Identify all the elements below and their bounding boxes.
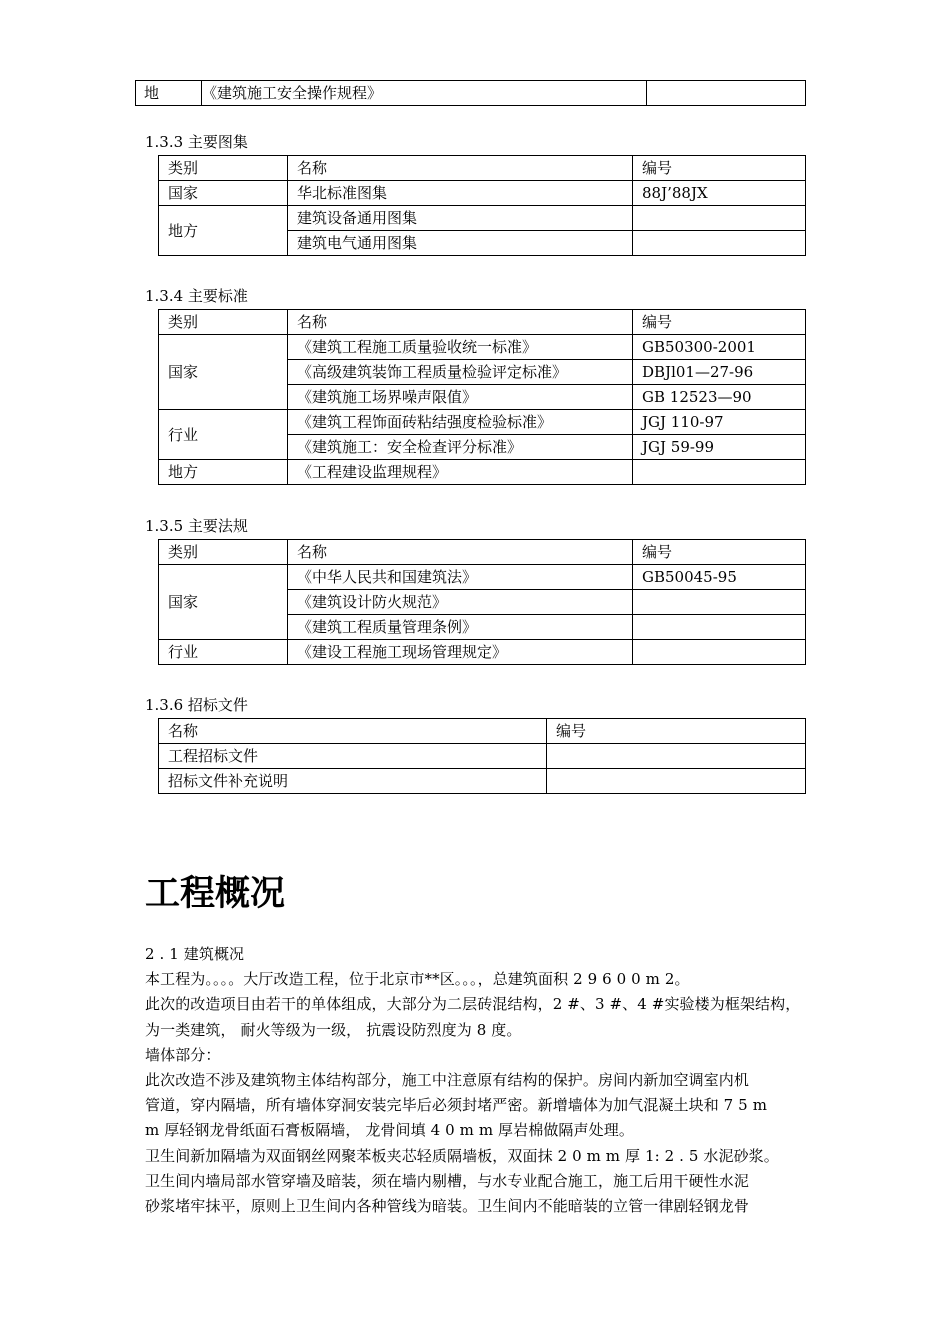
category-cell: 行业 <box>159 640 288 665</box>
code-cell: 88J’88JX <box>633 181 806 206</box>
header-category: 类别 <box>159 156 288 181</box>
name-cell: 《建筑设计防火规范》 <box>288 590 633 615</box>
section-heading-1-3-3: 1.3.3 主要图集 <box>145 133 248 151</box>
paragraph-line: 卫生间内墙局部水管穿墙及暗装，须在墙内剔槽，与水专业配合施工，施工后用干硬性水泥 <box>145 1171 750 1190</box>
table-row <box>159 769 806 794</box>
paragraph-line: 卫生间新加隔墙为双面钢丝网聚苯板夹芯轻质隔墙板，双面抹 2 0 m m 厚 1: 2 . 5 水泥砂浆。 <box>145 1146 779 1165</box>
header-name: 名称 <box>288 156 633 181</box>
code-cell: JGJ 59-99 <box>633 435 806 460</box>
atlas-table <box>158 155 806 256</box>
header-name: 名称 <box>288 310 633 335</box>
name-cell: 建筑电气通用图集 <box>288 231 633 256</box>
code-cell: DBJl01—27-96 <box>633 360 806 385</box>
code-cell <box>633 231 806 256</box>
code-cell: GB50045-95 <box>633 565 806 590</box>
name-cell: 建筑设备通用图集 <box>288 206 633 231</box>
code-cell <box>633 615 806 640</box>
code-cell: GB50300-2001 <box>633 335 806 360</box>
paragraph-line: m 厚轻钢龙骨纸面石膏板隔墙， 龙骨间填 4 0 m m 厚岩棉做隔声处理。 <box>145 1121 634 1140</box>
section-heading-1-3-4: 1.3.4 主要标准 <box>145 287 248 305</box>
name-cell: 工程招标文件 <box>159 744 547 769</box>
regulations-table <box>158 539 806 665</box>
name-cell: 《建筑施工安全操作规程》 <box>202 81 647 106</box>
name-cell: 《中华人民共和国建筑法》 <box>288 565 633 590</box>
category-cell: 地 <box>136 81 202 106</box>
table-header-row <box>159 719 806 744</box>
code-cell: JGJ 110-97 <box>633 410 806 435</box>
paragraph-line: 为一类建筑， 耐火等级为一级， 抗震设防烈度为 8 度。 <box>145 1020 522 1039</box>
category-cell: 国家 <box>159 565 288 640</box>
code-cell <box>647 81 806 106</box>
category-cell: 国家 <box>159 181 288 206</box>
name-cell: 招标文件补充说明 <box>159 769 547 794</box>
paragraph-line: 此次改造不涉及建筑物主体结构部分，施工中注意原有结构的保护。房间内新加空调室内机 <box>145 1071 750 1090</box>
name-cell: 《建筑施工：安全检查评分标准》 <box>288 435 633 460</box>
paragraph-line: 此次的改造项目由若干的单体组成，大部分为二层砖混结构，2 #、3 #、4 #实验楼为框架结构， <box>145 995 801 1014</box>
name-cell: 《建筑施工场界噪声限值》 <box>288 385 633 410</box>
code-cell <box>633 590 806 615</box>
section-heading-1-3-5: 1.3.5 主要法规 <box>145 517 248 535</box>
header-code: 编号 <box>633 540 806 565</box>
top-table <box>135 80 806 106</box>
code-cell: GB 12523—90 <box>633 385 806 410</box>
table-row <box>159 335 806 360</box>
code-cell <box>633 460 806 485</box>
table-row <box>159 640 806 665</box>
category-cell: 行业 <box>159 410 288 460</box>
category-cell: 地方 <box>159 206 288 256</box>
name-cell: 《建设工程施工现场管理规定》 <box>288 640 633 665</box>
subheading-wall: 墙体部分： <box>145 1045 221 1064</box>
standards-table <box>158 309 806 485</box>
table-row <box>136 81 806 106</box>
paragraph-line: 砂浆堵牢抹平，原则上卫生间内各种管线为暗装。卫生间内不能暗装的立管一律剧轻钢龙骨 <box>145 1197 750 1216</box>
header-code: 编号 <box>633 156 806 181</box>
table-row <box>159 565 806 590</box>
section-heading-1-3-6: 1.3.6 招标文件 <box>145 696 248 714</box>
chapter-title: 工程概况 <box>145 873 286 914</box>
header-name: 名称 <box>288 540 633 565</box>
code-cell <box>633 640 806 665</box>
header-code: 编号 <box>547 719 806 744</box>
tender-docs-table <box>158 718 806 794</box>
paragraph-line: 本工程为。。。。大厅改造工程，位于北京市**区。。。，总建筑面积 2 9 6 0 0 m 2。 <box>145 970 690 989</box>
paragraph-line: 管道，穿内隔墙，所有墙体穿洞安装完毕后必须封堵严密。新增墙体为加气混凝土块和 7 5 m <box>145 1096 768 1115</box>
table-header-row <box>159 540 806 565</box>
name-cell: 《工程建设监理规程》 <box>288 460 633 485</box>
header-category: 类别 <box>159 310 288 335</box>
category-cell: 地方 <box>159 460 288 485</box>
table-row <box>159 206 806 231</box>
chapter-body <box>145 942 817 1219</box>
table-row <box>159 410 806 435</box>
table-header-row <box>159 156 806 181</box>
table-row <box>159 460 806 485</box>
code-cell <box>633 206 806 231</box>
code-cell <box>547 744 806 769</box>
name-cell: 《建筑工程质量管理条例》 <box>288 615 633 640</box>
table-row <box>159 181 806 206</box>
name-cell: 《高级建筑装饰工程质量检验评定标准》 <box>288 360 633 385</box>
header-name: 名称 <box>159 719 547 744</box>
section-heading-2-1: 2 . 1 建筑概况 <box>145 945 245 963</box>
table-header-row <box>159 310 806 335</box>
table-row <box>159 744 806 769</box>
category-cell: 国家 <box>159 335 288 410</box>
name-cell: 华北标准图集 <box>288 181 633 206</box>
header-category: 类别 <box>159 540 288 565</box>
code-cell <box>547 769 806 794</box>
header-code: 编号 <box>633 310 806 335</box>
name-cell: 《建筑工程饰面砖粘结强度检验标准》 <box>288 410 633 435</box>
name-cell: 《建筑工程施工质量验收统一标准》 <box>288 335 633 360</box>
